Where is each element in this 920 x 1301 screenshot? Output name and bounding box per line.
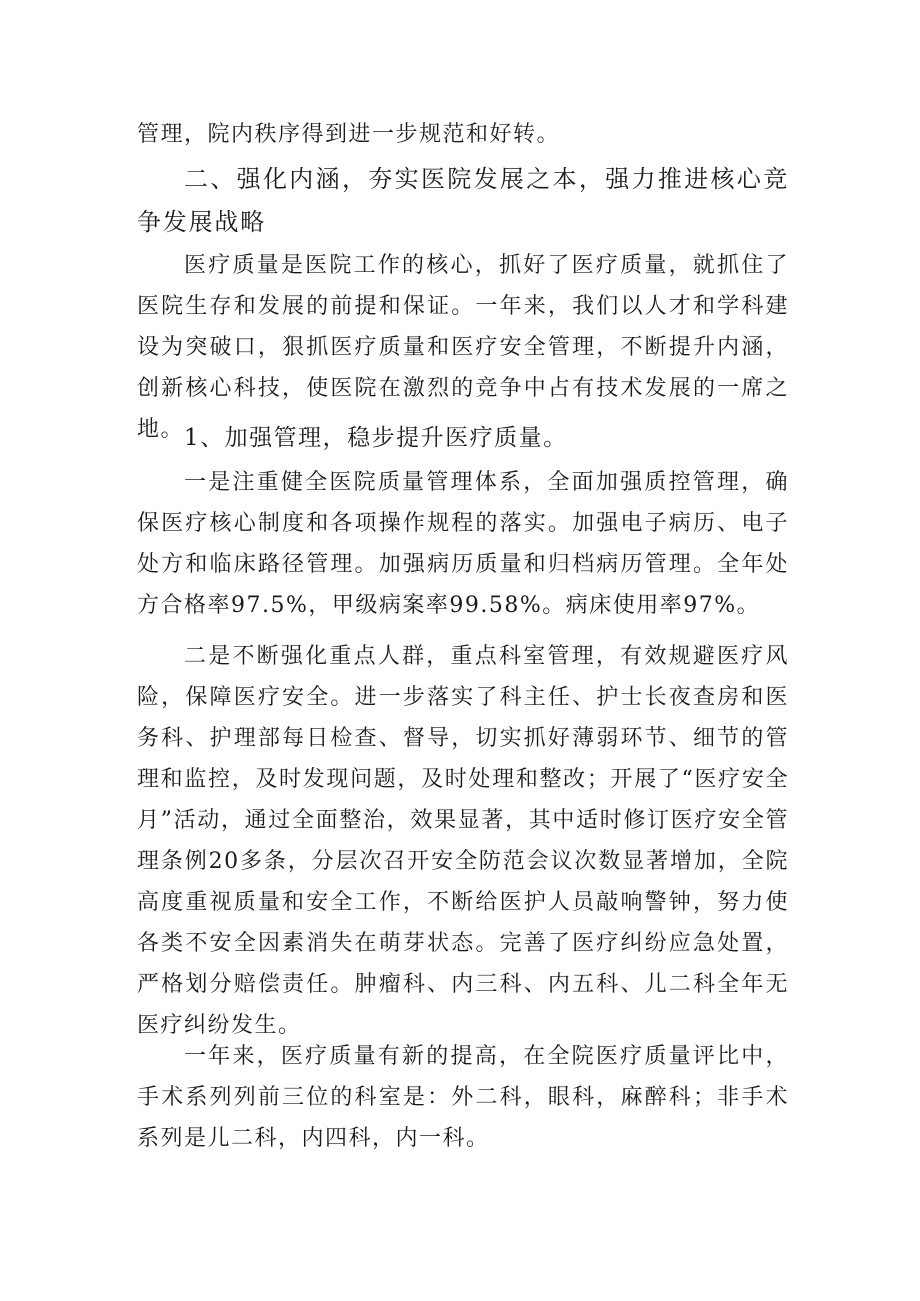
paragraph-point-one: 一是注重健全医院质量管理体系，全面加强质控管理，确保医疗核心制度和各项操作规程的落实。加强电子病历、电子处方和临床路径管理。加强病历质量和归档病历管理。全年处方合格率97.5%，甲级病案率99.58%。病床使用率97%。	[137, 470, 789, 618]
paragraph-point-two: 二是不断强化重点人群，重点科室管理，有效规避医疗风险，保障医疗安全。进一步落实了科主任、护士长夜查房和医务科、护理部每日检查、督导，切实抓好薄弱环节、细节的管理和监控，及时发现问题，及时处理和整改；开展了“医疗安全月”活动，通过全面整治，效果显著，其中适时修订医疗安全管理条例20多条，分层次召开安全防范会议次数显著增加，全院高度重视质量和安全工作，不断给医护人员敲响警钟，努力使各类不安全因素消失在萌芽状态。完善了医疗纠纷应急处置，严格划分赔偿责任。肿瘤科、内三科、内五科、儿二科全年无医疗纠纷发生。	[137, 644, 789, 1038]
paragraph-intro: 医疗质量是医院工作的核心，抓好了医疗质量，就抓住了医院生存和发展的前提和保证。一年来，我们以人才和学科建设为突破口，狠抓医疗质量和医疗安全管理，不断提升内涵，创新核心科技，使医院在激烈的竞争中占有技术发展的一席之地。	[137, 253, 789, 442]
paragraph-summary: 一年来，医疗质量有新的提高，在全院医疗质量评比中，手术系列列前三位的科室是：外二科，眼科，麻醉科；非手术系列是儿二科，内四科，内一科。	[137, 1044, 789, 1151]
subsection-heading: 1、加强管理，稳步提升医疗质量。	[184, 425, 568, 451]
section-heading: 二、强化内涵，夯实医院发展之本，强力推进核心竞争发展战略	[137, 165, 789, 236]
paragraph-continuation: 管理，院内秩序得到进一步规范和好转。	[137, 122, 561, 147]
